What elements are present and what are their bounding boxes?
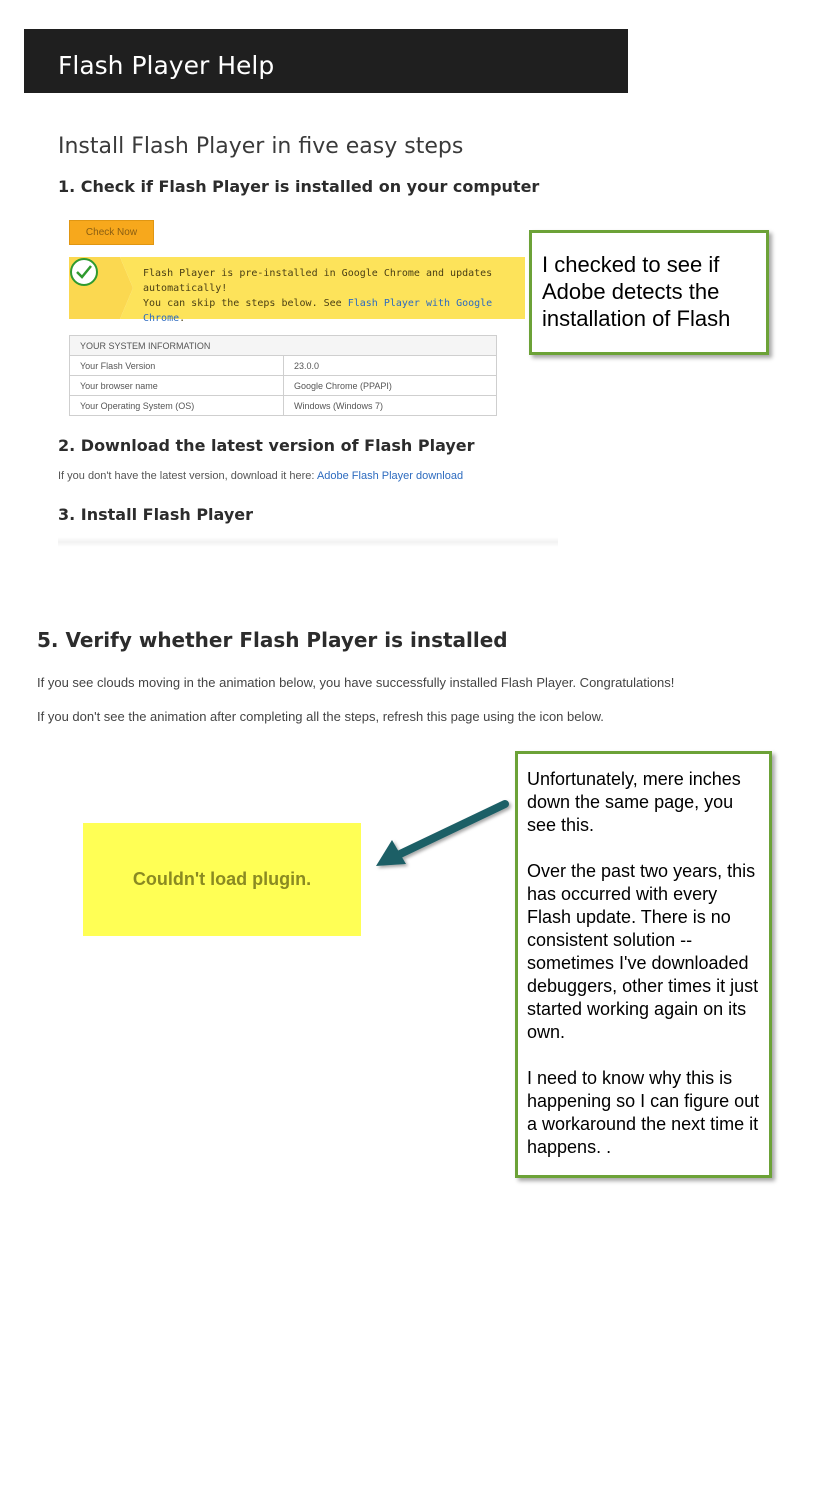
callout-explanation-text <box>527 768 763 1182</box>
check-now-button[interactable]: Check Now <box>69 220 154 245</box>
callout-check-detect <box>529 230 769 355</box>
step5-heading: 5. Verify whether Flash Player is installed <box>37 628 508 652</box>
callout-explanation <box>515 751 772 1178</box>
system-info-table <box>69 335 497 416</box>
chrome-flash-link[interactable]: Flash Player with Google Chrome <box>143 298 493 324</box>
cropped-text-fragment <box>58 537 558 547</box>
notice-line-3-end: . <box>179 313 186 324</box>
row-value: 23.0.0 <box>284 356 497 376</box>
callout-paragraph-3: I need to know why this is happening so I can figure out a workaround the next time it happens. . <box>527 1068 760 1157</box>
row-value: Google Chrome (PPAPI) <box>284 376 497 396</box>
row-value: Windows (Windows 7) <box>284 396 497 416</box>
row-label: Your Flash Version <box>70 356 284 376</box>
row-label: Your browser name <box>70 376 284 396</box>
notice-line-3-text: You can skip the steps below. See <box>143 298 348 309</box>
table-row <box>70 396 497 416</box>
install-heading: Install Flash Player in five easy steps <box>58 134 464 159</box>
table-header-row <box>70 336 497 356</box>
page-title: Flash Player Help <box>58 51 275 80</box>
row-label: Your Operating System (OS) <box>70 396 284 416</box>
chrome-notice-banner <box>69 257 525 324</box>
check-circle-icon <box>69 257 99 287</box>
notice-text <box>143 266 523 326</box>
step3-heading: 3. Install Flash Player <box>58 505 254 524</box>
notice-line-3 <box>143 296 523 326</box>
plugin-error-text: Couldn't load plugin. <box>132 869 312 889</box>
help-header-bar <box>24 29 628 93</box>
arrow-icon <box>370 795 515 875</box>
system-info-header: YOUR SYSTEM INFORMATION <box>70 336 497 356</box>
notice-line-1: Flash Player is pre-installed in Google Chrome and updates <box>143 268 493 279</box>
callout-paragraph-1: Unfortunately, mere inches down the same page, you see this. <box>527 769 741 835</box>
download-text-body: If you don't have the latest version, download it here: <box>58 470 317 482</box>
verify-line-1: If you see clouds moving in the animation below, you have successfully installed Flash Player. Congratulations! <box>37 675 675 690</box>
plugin-error-box <box>83 823 361 936</box>
notice-line-2: automatically! <box>143 283 228 294</box>
flash-download-link[interactable]: Adobe Flash Player download <box>316 470 464 482</box>
callout-check-detect-text: I checked to see if Adobe detects the installation of Flash <box>542 252 731 331</box>
step2-heading: 2. Download the latest version of Flash Player <box>58 436 475 455</box>
table-row <box>70 356 497 376</box>
callout-paragraph-2: Over the past two years, this has occurred with every Flash update. There is no consistent solution -- sometimes I've downloaded debuggers, other times it just started working again on its own. <box>527 861 759 1042</box>
step1-heading: 1. Check if Flash Player is installed on your computer <box>58 177 540 196</box>
download-text <box>58 470 463 482</box>
table-row <box>70 376 497 396</box>
verify-line-2: If you don't see the animation after completing all the steps, refresh this page using the icon below. <box>37 709 604 724</box>
